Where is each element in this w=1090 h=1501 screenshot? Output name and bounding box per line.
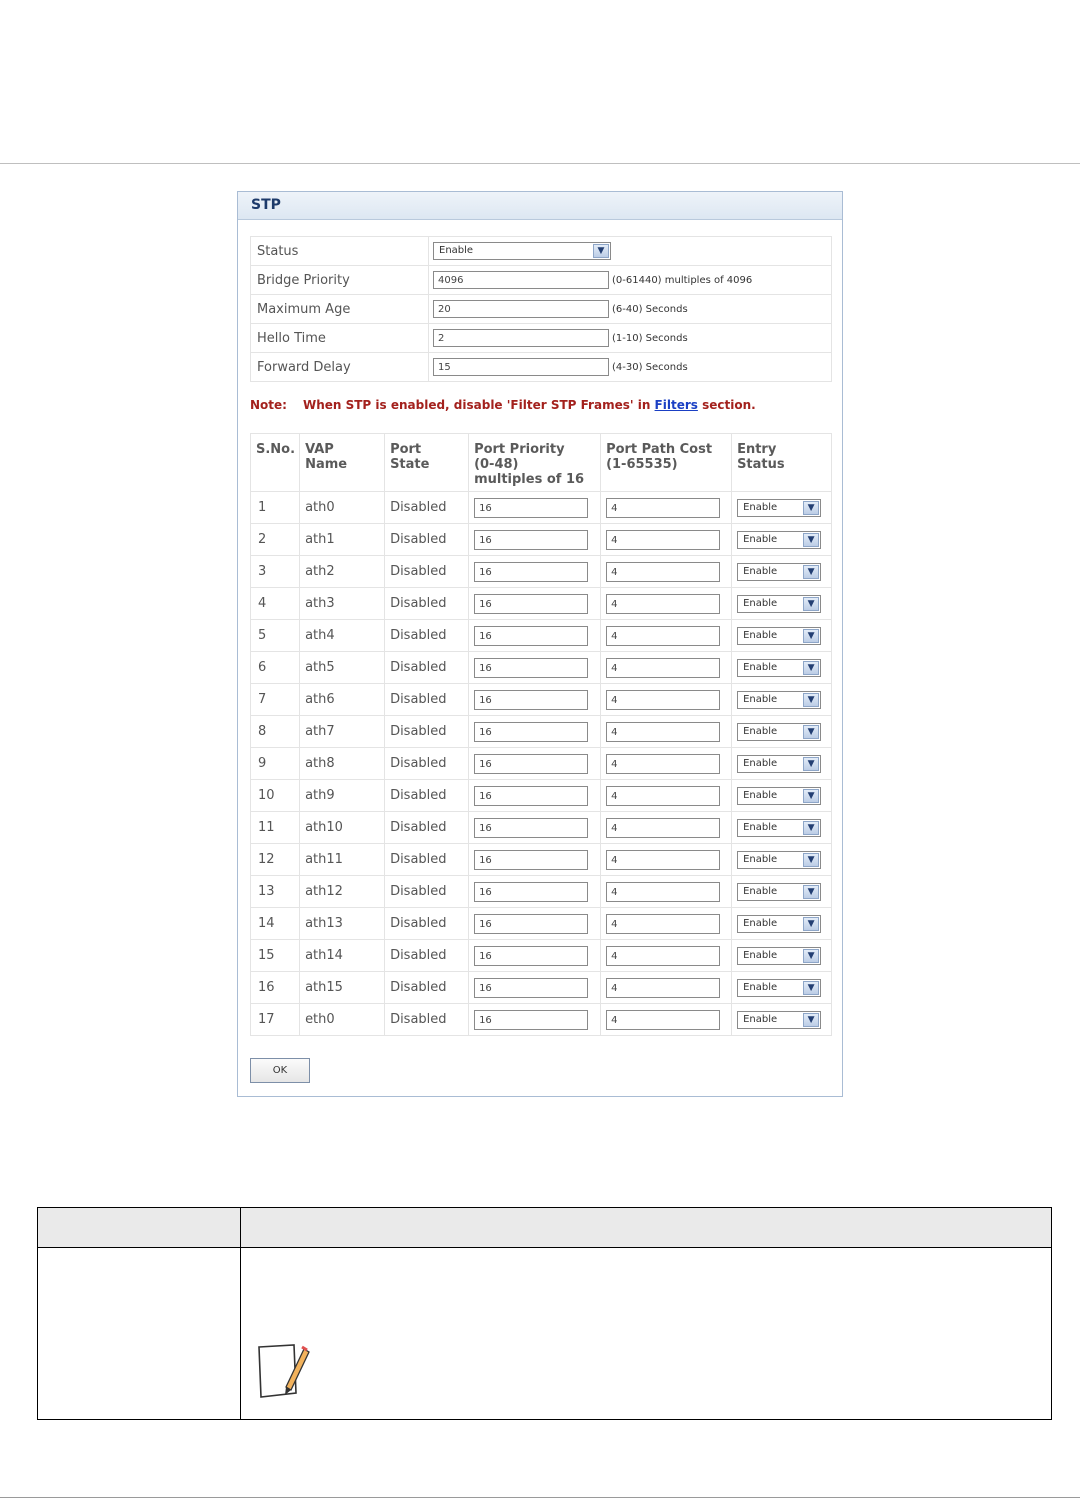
port-priority-input[interactable]: 16 — [474, 658, 588, 678]
status-value: Enable — [439, 245, 474, 256]
port-priority-input[interactable]: 16 — [474, 690, 588, 710]
entry-status-select[interactable] — [737, 851, 821, 869]
entry-status-select[interactable] — [737, 723, 821, 741]
header-sno: S.No. — [251, 434, 300, 492]
entry-status-value: Enable — [743, 917, 778, 929]
row-port-state: Disabled — [385, 780, 469, 812]
table-row — [251, 556, 832, 588]
chevron-down-icon: ▼ — [803, 629, 819, 643]
port-priority-input[interactable]: 16 — [474, 530, 588, 550]
table-row — [251, 876, 832, 908]
port-priority-input[interactable]: 16 — [474, 914, 588, 934]
chevron-down-icon: ▼ — [803, 597, 819, 611]
entry-status-select[interactable] — [737, 627, 821, 645]
note-pencil-icon — [256, 1339, 312, 1403]
bridge-priority-hint: (0-61440) multiples of 4096 — [612, 274, 753, 286]
hello-time-label: Hello Time — [251, 324, 429, 353]
entry-status-value: Enable — [743, 885, 778, 897]
chevron-down-icon: ▼ — [803, 565, 819, 579]
doc-table — [37, 1207, 1052, 1420]
port-path-cost-input[interactable]: 4 — [606, 690, 720, 710]
row-vap-name: ath11 — [300, 844, 385, 876]
maximum-age-hint: (6-40) Seconds — [612, 303, 688, 315]
status-row — [251, 237, 832, 266]
port-path-cost-input[interactable]: 4 — [606, 562, 720, 582]
hello-time-hint: (1-10) Seconds — [612, 332, 688, 344]
doc-table-body-cell-1 — [38, 1248, 241, 1420]
port-priority-input[interactable]: 16 — [474, 498, 588, 518]
maximum-age-label: Maximum Age — [251, 295, 429, 324]
ports-table — [250, 433, 832, 1036]
row-sno: 12 — [251, 844, 300, 876]
chevron-down-icon: ▼ — [803, 949, 819, 963]
note-text-after: section. — [697, 398, 756, 412]
entry-status-value: Enable — [743, 821, 778, 833]
entry-status-select[interactable] — [737, 787, 821, 805]
row-vap-name: ath5 — [300, 652, 385, 684]
chevron-down-icon: ▼ — [803, 789, 819, 803]
chevron-down-icon: ▼ — [803, 981, 819, 995]
row-sno: 11 — [251, 812, 300, 844]
table-row — [251, 940, 832, 972]
row-sno: 7 — [251, 684, 300, 716]
filters-link[interactable]: Filters — [654, 398, 698, 412]
table-row — [251, 652, 832, 684]
doc-table-header-row — [38, 1208, 1052, 1248]
row-port-state: Disabled — [385, 876, 469, 908]
row-vap-name: ath3 — [300, 588, 385, 620]
header-port-state: Port State — [385, 434, 469, 492]
table-row — [251, 780, 832, 812]
row-vap-name: ath8 — [300, 748, 385, 780]
header-port-priority-line3: multiples of 16 — [474, 472, 585, 487]
row-port-state: Disabled — [385, 908, 469, 940]
chevron-down-icon: ▼ — [803, 661, 819, 675]
doc-table-body-row — [38, 1248, 1052, 1420]
row-port-state: Disabled — [385, 524, 469, 556]
entry-status-value: Enable — [743, 533, 778, 545]
port-path-cost-input[interactable]: 4 — [606, 978, 720, 998]
row-port-state: Disabled — [385, 812, 469, 844]
entry-status-select[interactable] — [737, 659, 821, 677]
forward-delay-hint: (4-30) Seconds — [612, 361, 688, 373]
chevron-down-icon: ▼ — [803, 725, 819, 739]
row-port-state: Disabled — [385, 1004, 469, 1036]
entry-status-select[interactable] — [737, 499, 821, 517]
header-vap-name: VAP Name — [300, 434, 385, 492]
table-row — [251, 972, 832, 1004]
hello-time-row — [251, 324, 832, 353]
table-row — [251, 748, 832, 780]
chevron-down-icon: ▼ — [803, 821, 819, 835]
chevron-down-icon: ▼ — [803, 853, 819, 867]
row-sno: 2 — [251, 524, 300, 556]
forward-delay-label: Forward Delay — [251, 353, 429, 382]
port-path-cost-input[interactable]: 4 — [606, 498, 720, 518]
stp-panel — [237, 191, 843, 1097]
row-sno: 10 — [251, 780, 300, 812]
top-divider — [0, 163, 1080, 164]
chevron-down-icon: ▼ — [803, 1013, 819, 1027]
port-priority-input[interactable]: 16 — [474, 850, 588, 870]
row-port-state: Disabled — [385, 588, 469, 620]
row-vap-name: ath10 — [300, 812, 385, 844]
row-vap-name: ath6 — [300, 684, 385, 716]
port-priority-input[interactable]: 16 — [474, 754, 588, 774]
header-port-path-cost-line2: (1-65535) — [606, 457, 678, 472]
table-row — [251, 812, 832, 844]
port-path-cost-input[interactable]: 4 — [606, 882, 720, 902]
port-priority-input[interactable]: 16 — [474, 882, 588, 902]
table-row — [251, 1004, 832, 1036]
row-sno: 14 — [251, 908, 300, 940]
entry-status-select[interactable] — [737, 531, 821, 549]
row-port-state: Disabled — [385, 972, 469, 1004]
row-sno: 8 — [251, 716, 300, 748]
ok-button[interactable]: OK — [250, 1058, 310, 1083]
row-vap-name: ath9 — [300, 780, 385, 812]
row-port-state: Disabled — [385, 652, 469, 684]
header-port-path-cost — [601, 434, 732, 492]
row-port-state: Disabled — [385, 716, 469, 748]
doc-table-body-cell-2 — [241, 1248, 1052, 1420]
forward-delay-row — [251, 353, 832, 382]
table-row — [251, 588, 832, 620]
table-row — [251, 492, 832, 524]
port-priority-input[interactable]: 16 — [474, 722, 588, 742]
note-text-before: When STP is enabled, disable 'Filter STP Frames' in — [302, 398, 655, 412]
port-path-cost-input[interactable]: 4 — [606, 754, 720, 774]
ports-header-row — [251, 434, 832, 492]
header-port-path-cost-line1: Port Path Cost — [606, 442, 713, 457]
entry-status-value: Enable — [743, 981, 778, 993]
header-port-priority-line1: Port Priority — [474, 442, 565, 457]
row-vap-name: ath4 — [300, 620, 385, 652]
port-path-cost-input[interactable]: 4 — [606, 786, 720, 806]
chevron-down-icon: ▼ — [803, 757, 819, 771]
port-priority-input[interactable]: 16 — [474, 978, 588, 998]
chevron-down-icon: ▼ — [593, 244, 609, 258]
maximum-age-row — [251, 295, 832, 324]
row-port-state: Disabled — [385, 620, 469, 652]
port-priority-input[interactable]: 16 — [474, 786, 588, 806]
port-path-cost-input[interactable]: 4 — [606, 626, 720, 646]
row-vap-name: ath1 — [300, 524, 385, 556]
row-vap-name: ath2 — [300, 556, 385, 588]
row-sno: 6 — [251, 652, 300, 684]
header-entry-status: Entry Status — [732, 434, 832, 492]
entry-status-select[interactable] — [737, 947, 821, 965]
port-path-cost-input[interactable]: 4 — [606, 1010, 720, 1030]
row-vap-name: ath13 — [300, 908, 385, 940]
port-path-cost-input[interactable]: 4 — [606, 850, 720, 870]
row-sno: 15 — [251, 940, 300, 972]
doc-table-header-cell-1 — [38, 1208, 241, 1248]
port-path-cost-input[interactable]: 4 — [606, 594, 720, 614]
header-port-priority — [469, 434, 601, 492]
row-port-state: Disabled — [385, 748, 469, 780]
entry-status-value: Enable — [743, 949, 778, 961]
table-row — [251, 524, 832, 556]
row-sno: 17 — [251, 1004, 300, 1036]
entry-status-select[interactable] — [737, 595, 821, 613]
chevron-down-icon: ▼ — [803, 693, 819, 707]
doc-table-header-cell-2 — [241, 1208, 1052, 1248]
forward-delay-input[interactable]: 15 — [433, 358, 609, 376]
chevron-down-icon: ▼ — [803, 885, 819, 899]
port-priority-input[interactable]: 16 — [474, 818, 588, 838]
entry-status-select[interactable] — [737, 1011, 821, 1029]
row-port-state: Disabled — [385, 556, 469, 588]
note-prefix: Note: — [250, 398, 287, 412]
row-vap-name: ath0 — [300, 492, 385, 524]
entry-status-value: Enable — [743, 629, 778, 641]
row-port-state: Disabled — [385, 492, 469, 524]
row-sno: 16 — [251, 972, 300, 1004]
row-port-state: Disabled — [385, 940, 469, 972]
chevron-down-icon: ▼ — [803, 501, 819, 515]
row-vap-name: eth0 — [300, 1004, 385, 1036]
table-row — [251, 684, 832, 716]
entry-status-select[interactable] — [737, 979, 821, 997]
panel-header — [238, 192, 842, 220]
entry-status-select[interactable] — [737, 563, 821, 581]
entry-status-value: Enable — [743, 1013, 778, 1025]
maximum-age-input[interactable]: 20 — [433, 300, 609, 318]
entry-status-value: Enable — [743, 789, 778, 801]
entry-status-value: Enable — [743, 597, 778, 609]
entry-status-value: Enable — [743, 501, 778, 513]
entry-status-select[interactable] — [737, 755, 821, 773]
port-path-cost-input[interactable]: 4 — [606, 914, 720, 934]
entry-status-select[interactable] — [737, 915, 821, 933]
row-sno: 4 — [251, 588, 300, 620]
row-vap-name: ath12 — [300, 876, 385, 908]
chevron-down-icon: ▼ — [803, 917, 819, 931]
entry-status-select[interactable] — [737, 819, 821, 837]
bottom-divider — [0, 1497, 1080, 1498]
port-path-cost-input[interactable]: 4 — [606, 722, 720, 742]
port-priority-input[interactable]: 16 — [474, 562, 588, 582]
table-row — [251, 844, 832, 876]
bridge-priority-label: Bridge Priority — [251, 266, 429, 295]
port-priority-input[interactable]: 16 — [474, 946, 588, 966]
row-port-state: Disabled — [385, 684, 469, 716]
row-vap-name: ath7 — [300, 716, 385, 748]
row-port-state: Disabled — [385, 844, 469, 876]
entry-status-select[interactable] — [737, 883, 821, 901]
table-row — [251, 620, 832, 652]
port-priority-input[interactable]: 16 — [474, 1010, 588, 1030]
row-sno: 13 — [251, 876, 300, 908]
bridge-priority-input[interactable]: 4096 — [433, 271, 609, 289]
chevron-down-icon: ▼ — [803, 533, 819, 547]
entry-status-select[interactable] — [737, 691, 821, 709]
entry-status-value: Enable — [743, 757, 778, 769]
port-priority-input[interactable]: 16 — [474, 626, 588, 646]
status-label: Status — [251, 237, 429, 266]
entry-status-value: Enable — [743, 725, 778, 737]
row-sno: 9 — [251, 748, 300, 780]
port-path-cost-input[interactable]: 4 — [606, 818, 720, 838]
status-select[interactable] — [433, 242, 611, 260]
stp-settings-table — [250, 236, 832, 382]
port-priority-input[interactable]: 16 — [474, 594, 588, 614]
row-vap-name: ath15 — [300, 972, 385, 1004]
ports-body — [251, 492, 832, 1036]
entry-status-value: Enable — [743, 693, 778, 705]
stp-note — [250, 398, 756, 412]
entry-status-value: Enable — [743, 661, 778, 673]
hello-time-input[interactable]: 2 — [433, 329, 609, 347]
row-sno: 3 — [251, 556, 300, 588]
row-sno: 5 — [251, 620, 300, 652]
panel-title: STP — [251, 197, 281, 213]
table-row — [251, 716, 832, 748]
table-row — [251, 908, 832, 940]
port-path-cost-input[interactable]: 4 — [606, 946, 720, 966]
bridge-priority-row — [251, 266, 832, 295]
row-vap-name: ath14 — [300, 940, 385, 972]
header-port-priority-line2: (0-48) — [474, 457, 519, 472]
entry-status-value: Enable — [743, 853, 778, 865]
row-sno: 1 — [251, 492, 300, 524]
entry-status-value: Enable — [743, 565, 778, 577]
port-path-cost-input[interactable]: 4 — [606, 658, 720, 678]
port-path-cost-input[interactable]: 4 — [606, 530, 720, 550]
